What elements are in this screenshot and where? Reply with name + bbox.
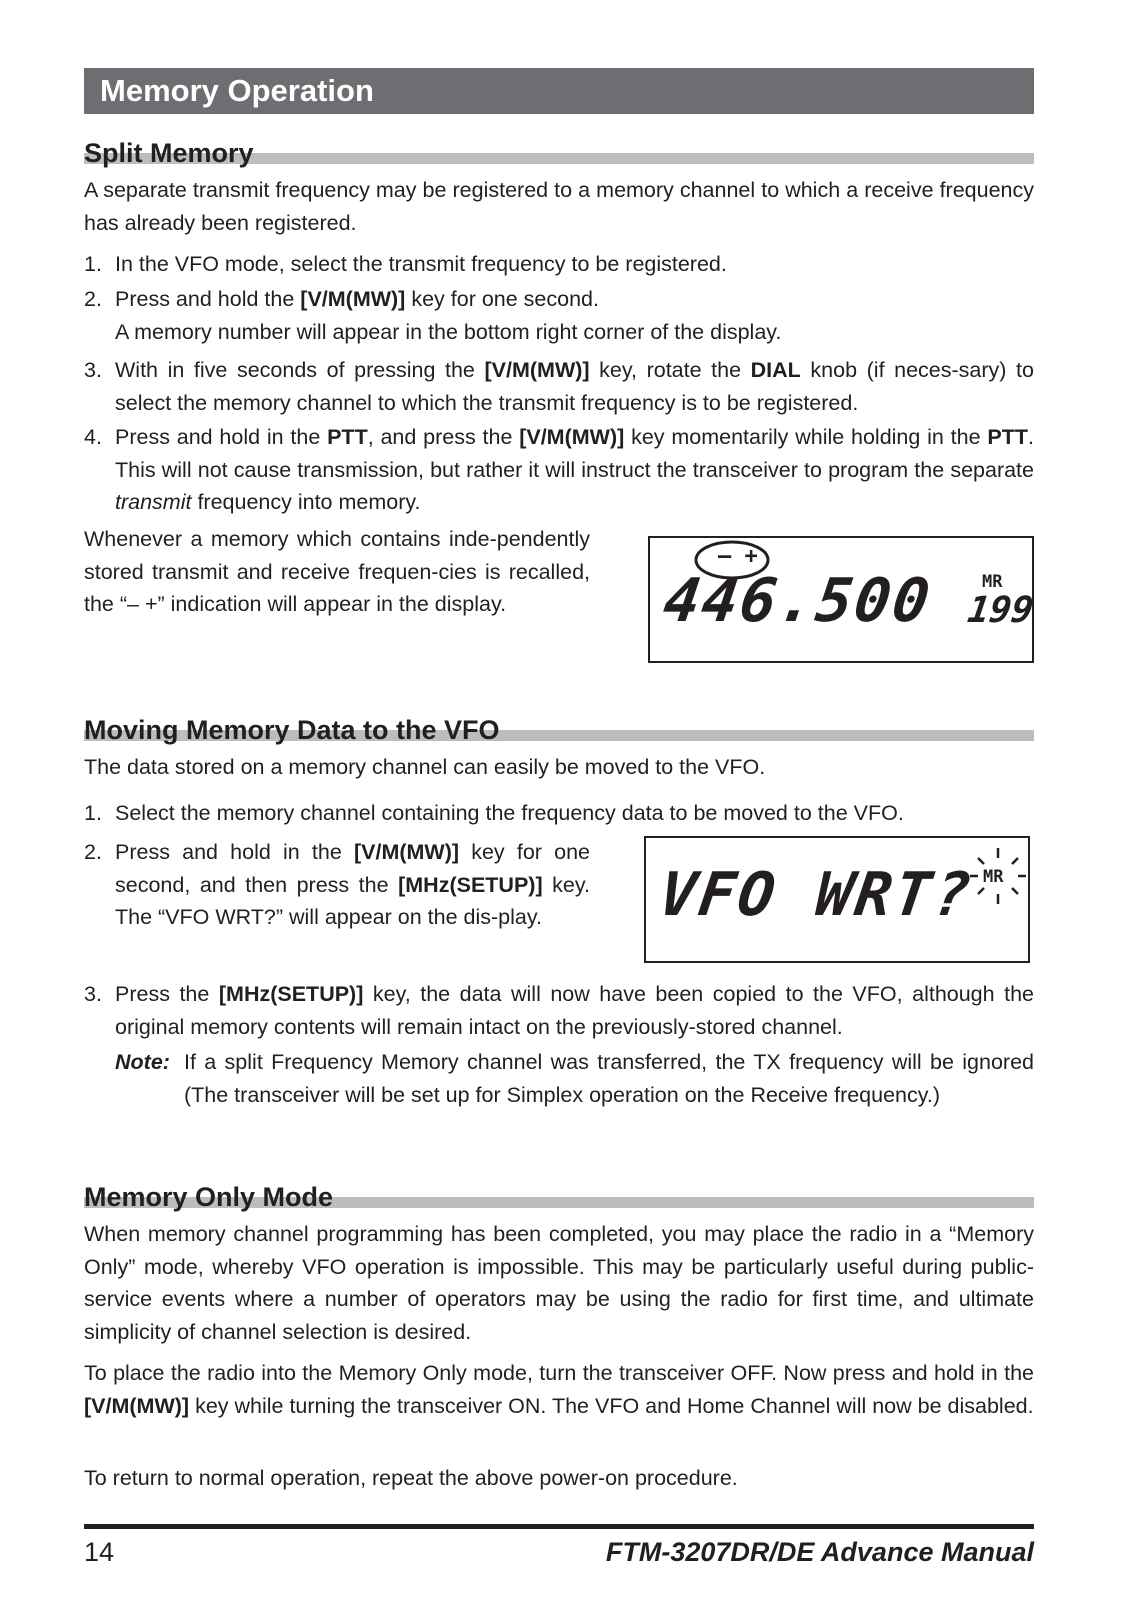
memory-only-p3: To return to normal operation, repeat the above power-on procedure.: [84, 1466, 738, 1490]
lcd-vfo-write-display: [644, 836, 1030, 963]
step-text: With in five seconds of pressing the [V/M(MW)] key, rotate the DIAL knob (if neces-sary) to select the memory channel to which the transmit frequency is to be registered.: [115, 358, 1034, 415]
step-number: 2.: [84, 287, 102, 311]
split-memory-heading-text: Split Memory: [84, 138, 254, 168]
step-text: Press and hold in the [V/M(MW)] key for one second, and then press the [MHz(SETUP)] key. The “VFO WRT?” will appear on the dis-play.: [115, 840, 590, 929]
footer-rule: [84, 1524, 1034, 1529]
split-intro: A separate transmit frequency may be registered to a memory channel to which a receive frequency has already been registered.: [84, 178, 1034, 235]
step-number: 1.: [84, 252, 102, 276]
lcd-split-display: [648, 536, 1034, 663]
step-number: 2.: [84, 840, 102, 864]
moving-intro: The data stored on a memory channel can easily be moved to the VFO.: [84, 755, 766, 779]
memory-only-p2: To place the radio into the Memory Only mode, turn the transceiver OFF. Now press and hold in the [V/M(MW)] key while turning the transceiver ON. The VFO and Home Channel will now be disabled.: [84, 1361, 1034, 1418]
lcd-frequency: 446.500: [659, 566, 936, 636]
mr-indicator: MR: [982, 572, 1003, 592]
section-banner: Memory Operation: [84, 68, 1034, 114]
page-number: 14: [84, 1537, 115, 1567]
note-text: If a split Frequency Memory channel was transferred, the TX frequency will be ignored (The transceiver will be set up for Simplex operation on the Receive frequency.): [184, 1050, 1034, 1107]
step-number: 3.: [84, 982, 102, 1006]
lcd-channel: 199: [965, 590, 1036, 631]
memory-only-heading-text: Memory Only Mode: [84, 1182, 334, 1212]
step-text: Press the [MHz(SETUP)] key, the data will now have been copied to the VFO, although the original memory contents will remain intact on the previously-stored channel.: [115, 982, 1034, 1039]
step-text: Select the memory channel containing the frequency data to be moved to the VFO.: [115, 801, 904, 825]
split-memory-heading: [84, 136, 1034, 168]
manual-title: FTM-3207DR/DE Advance Manual: [605, 1537, 1034, 1567]
note-label: Note:: [115, 1050, 170, 1074]
memory-only-p1: When memory channel programming has been completed, you may place the radio in a “Memory Only” mode, whereby VFO operation is impossible. This may be particularly useful during public-service events where a number of operators may be using the radio for first time, and ultimate simplicity of channel selection is desired.: [84, 1222, 1034, 1344]
split-indicator: – +: [718, 544, 758, 569]
step-text: In the VFO mode, select the transmit frequency to be registered.: [115, 252, 727, 276]
mr-indicator: MR: [983, 867, 1004, 887]
split-whenever-text: Whenever a memory which contains inde-pendently stored transmit and receive frequen-cies is recalled, the “– +” indication will appear in the display.: [84, 527, 590, 616]
step-number: 1.: [84, 801, 102, 825]
step-text: Press and hold in the PTT, and press the [V/M(MW)] key momentarily while holding in the PTT. This will not cause transmission, but rather it will instruct the transceiver to program the separate transmit frequency into memory.: [115, 425, 1034, 514]
step-text: Press and hold the [V/M(MW)] key for one second. A memory number will appear in the bottom right corner of the display.: [115, 287, 782, 344]
memory-only-heading: [84, 1180, 1034, 1212]
moving-heading: [84, 713, 1034, 745]
moving-heading-text: Moving Memory Data to the VFO: [84, 715, 500, 745]
step-number: 4.: [84, 425, 102, 449]
lcd-vfo-write-text: VFO WRT?: [655, 860, 978, 930]
step-number: 3.: [84, 358, 102, 382]
